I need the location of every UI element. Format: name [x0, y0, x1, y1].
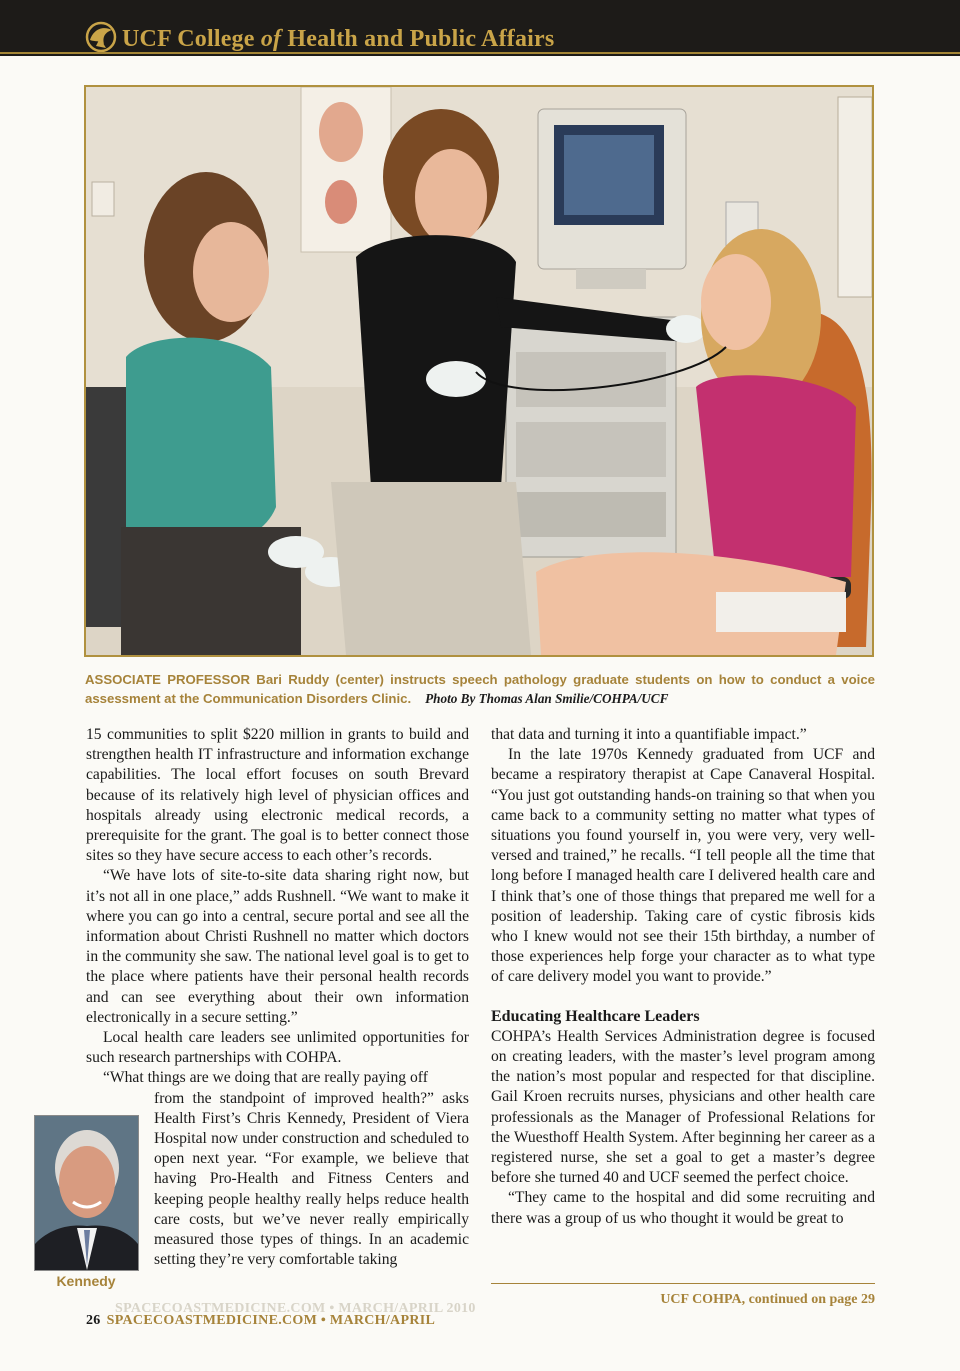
paragraph: “We have lots of site-to-site data sharing right now, but it’s not all in one place,” adds Rushnell. “We want to make it where you can go into a central, secure portal and see all the information about Christi Rushnell no matter which doctors in the community she saw. The national level goal is to get to the place where patients have their personal health records and can see everything about their own information electronically in a secure setting.”: [86, 867, 469, 1026]
photo-caption: [85, 670, 875, 708]
masthead: [0, 0, 960, 56]
paragraph: 15 communities to split $220 million in grants to build and strengthen health IT infrastructure and information exchange capabilities. The local effort focuses on south Brevard because of its relatively high level of physician offices and hospitals already using electronic medical records, a prerequisite for the grant. The goal is to better connect those sites so they have secure access to each other’s records.: [86, 726, 469, 865]
paragraph: “What things are we doing that are really paying off: [103, 1069, 428, 1087]
pegasus-logo-icon: [84, 20, 118, 54]
section-heading: Educating Healthcare Leaders: [491, 1007, 700, 1025]
paragraph: that data and turning it into a quantifiable impact.”: [491, 726, 807, 743]
paragraph: “They came to the hospital and did some recruiting and there was a group of us who thought it would be great to: [491, 1189, 875, 1227]
paragraph: COHPA’s Health Services Administration degree is focused on creating leaders, with the master’s level program among the nation’s most popular and respected for that discipline. Gail Kroen recruits nurses, physicians and other health care professionals as the Manager of Professional Relations for the Wuesthoff Health System. After beginning her career as a registered nurse, she set a goal to get a master’s degree before she turned 40 and UCF seemed the perfect choice.: [491, 1027, 875, 1187]
continued-link[interactable]: UCF COHPA, continued on page 29: [660, 1292, 875, 1307]
kennedy-headshot: [34, 1115, 139, 1271]
paragraph: Local health care leaders see unlimited opportunities for such research partnerships with COHPA.: [86, 1029, 469, 1067]
wrapped-paragraph: [86, 1089, 469, 1271]
article-column-right: [491, 725, 875, 1229]
page-number: 26: [86, 1313, 101, 1328]
page-footer: [86, 1313, 435, 1329]
paragraph: In the late 1970s Kennedy graduated from UCF and became a respiratory therapist at Cape Canaveral Hospital. “You just got outstanding hands-on training so that when you came back to a community setting no matter what types of situations you found yourself in, you were very, very well-versed and trained,” he recalls. “I tell people all the time that long before I managed health care I delivered health care and I think that’s one of those things that prepared me well for a position of leadership. Taking care of cystic fibrosis kids who I knew would not see their 15th birthday, a number of those experiences help forge your character as to what type of care delivery model you want to provide.”: [491, 746, 875, 986]
clinic-photo: [84, 85, 874, 657]
footer-ghost-text: SPACECOASTMEDICINE.COM • MARCH/APRIL 2010: [115, 1301, 476, 1316]
caption-text: ASSOCIATE PROFESSOR Bari Ruddy (center) instructs speech pathology graduate students on how to conduct a voice assessment at the Communication Disorders Clinic.: [85, 672, 875, 706]
continued-rule: [491, 1283, 875, 1284]
article-column-left: [86, 725, 469, 1271]
paragraph: from the standpoint of improved health?” asks Health First’s Chris Kennedy, President of Viera Hospital now under construction and scheduled to open next year. “For example, we believe that having Pro-Health and Fitness Centers and keeping people healthy really helps reduce health care costs, but we’ve never really empirically measured those types of things. In an academic setting they’re very comfortable taking: [154, 1089, 469, 1269]
headshot-label: Kennedy: [56, 1273, 116, 1289]
publication-title: UCF College of Health and Public Affairs: [122, 26, 555, 52]
photo-credit: Photo By Thomas Alan Smilie/COHPA/UCF: [425, 691, 669, 706]
footer-publication: SPACECOASTMEDICINE.COM • MARCH/APRIL: [106, 1313, 436, 1328]
header-rule: [0, 52, 960, 54]
